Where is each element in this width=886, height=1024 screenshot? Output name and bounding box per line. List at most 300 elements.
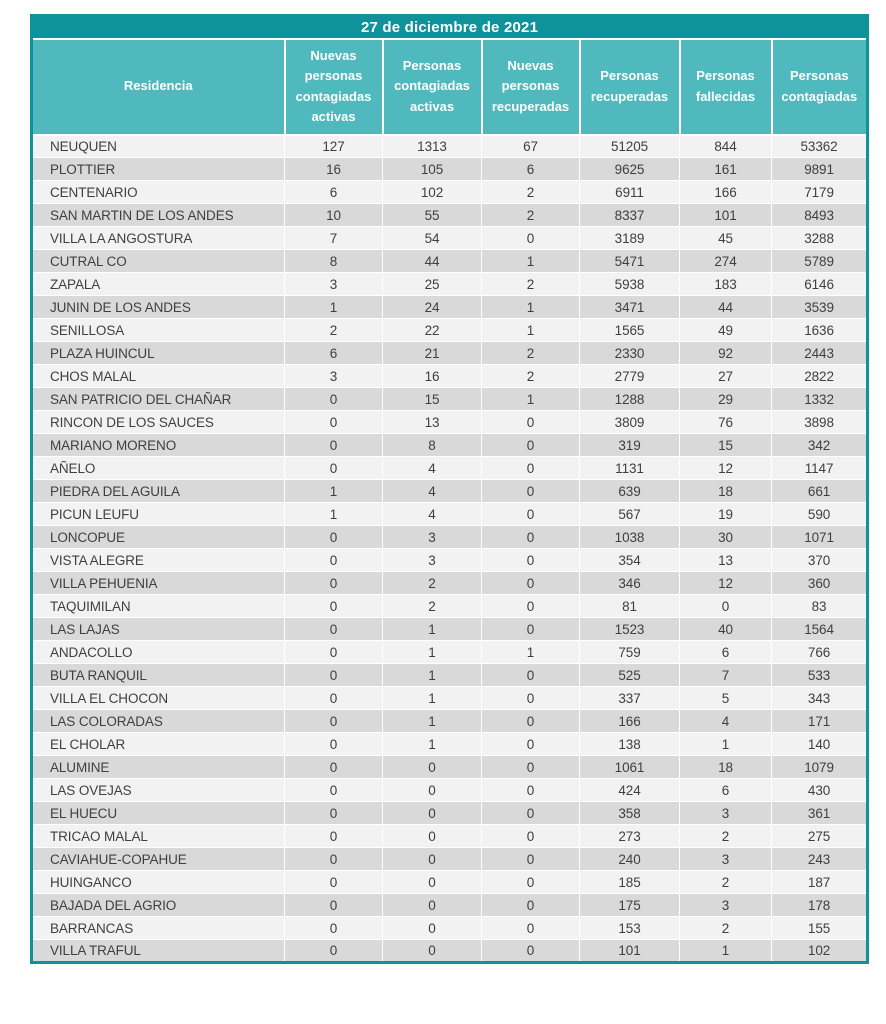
cell-value: 1 [482,641,580,664]
cell-value: 2 [680,917,772,940]
cell-value: 273 [580,825,680,848]
cell-value: 0 [482,480,580,503]
cell-value: 1 [383,687,482,710]
cell-value: 0 [285,848,383,871]
table-row [32,825,868,848]
cell-residencia: VILLA PEHUENIA [32,572,285,595]
cell-value: 0 [482,503,580,526]
column-header-2: Personas contagiadas activas [383,39,482,135]
cell-value: 19 [680,503,772,526]
cell-value: 0 [383,917,482,940]
cell-value: 178 [772,894,868,917]
cell-residencia: EL HUECU [32,802,285,825]
cell-residencia: VILLA TRAFUL [32,940,285,963]
cell-value: 639 [580,480,680,503]
table-row [32,296,868,319]
cell-value: 0 [285,434,383,457]
cell-value: 0 [482,457,580,480]
cell-value: 1071 [772,526,868,549]
cell-value: 105 [383,158,482,181]
table-row [32,664,868,687]
cell-value: 40 [680,618,772,641]
cell-value: 0 [285,457,383,480]
cell-value: 166 [580,710,680,733]
cell-residencia: CUTRAL CO [32,250,285,273]
cell-value: 2 [680,825,772,848]
cell-value: 1 [383,710,482,733]
cell-value: 55 [383,204,482,227]
cell-value: 0 [482,710,580,733]
cell-value: 343 [772,687,868,710]
cell-value: 1038 [580,526,680,549]
table-row [32,388,868,411]
table-row [32,802,868,825]
cell-residencia: BARRANCAS [32,917,285,940]
cell-value: 0 [482,733,580,756]
cell-value: 3809 [580,411,680,434]
table-row [32,940,868,963]
cell-value: 51205 [580,135,680,158]
cell-value: 0 [482,848,580,871]
cell-value: 0 [383,940,482,963]
cell-value: 0 [383,825,482,848]
cell-value: 240 [580,848,680,871]
cell-residencia: BAJADA DEL AGRIO [32,894,285,917]
cell-value: 2 [482,204,580,227]
cell-value: 0 [482,595,580,618]
table-head [32,16,868,135]
cell-residencia: LONCOPUE [32,526,285,549]
table-row [32,871,868,894]
table-row [32,480,868,503]
cell-value: 361 [772,802,868,825]
cell-value: 430 [772,779,868,802]
cell-value: 9891 [772,158,868,181]
table-row [32,848,868,871]
cell-value: 1079 [772,756,868,779]
cell-value: 2 [482,181,580,204]
table-row [32,457,868,480]
cell-value: 24 [383,296,482,319]
cell-value: 8 [285,250,383,273]
cell-value: 16 [383,365,482,388]
cell-value: 0 [383,871,482,894]
cell-value: 2 [383,572,482,595]
cell-residencia: PLAZA HUINCUL [32,342,285,365]
cell-value: 1 [383,664,482,687]
table-row [32,250,868,273]
cell-residencia: PLOTTIER [32,158,285,181]
cell-value: 1131 [580,457,680,480]
column-header-1: Nuevas personas contagiadas activas [285,39,383,135]
cell-value: 161 [680,158,772,181]
cell-value: 274 [680,250,772,273]
cell-value: 0 [482,940,580,963]
header-row [32,39,868,135]
cell-value: 0 [383,894,482,917]
cell-value: 7 [285,227,383,250]
cell-value: 0 [285,388,383,411]
cell-value: 0 [482,779,580,802]
cell-value: 2 [482,365,580,388]
cell-value: 0 [285,917,383,940]
cell-value: 2779 [580,365,680,388]
cell-residencia: EL CHOLAR [32,733,285,756]
cell-value: 10 [285,204,383,227]
cell-value: 0 [383,756,482,779]
cell-value: 6911 [580,181,680,204]
table-row [32,365,868,388]
cell-value: 8 [383,434,482,457]
cell-value: 1313 [383,135,482,158]
table-row [32,572,868,595]
cell-value: 2 [285,319,383,342]
cell-value: 1 [285,503,383,526]
cell-value: 1061 [580,756,680,779]
table-row [32,204,868,227]
cell-residencia: TRICAO MALAL [32,825,285,848]
cell-value: 766 [772,641,868,664]
cell-value: 0 [680,595,772,618]
cell-value: 0 [482,411,580,434]
cell-value: 3 [680,802,772,825]
cell-value: 1288 [580,388,680,411]
cell-value: 1 [383,733,482,756]
cell-value: 45 [680,227,772,250]
cell-value: 49 [680,319,772,342]
column-header-4: Personas recuperadas [580,39,680,135]
cell-value: 29 [680,388,772,411]
table-row [32,227,868,250]
cell-value: 567 [580,503,680,526]
cell-value: 44 [680,296,772,319]
cell-value: 6 [285,181,383,204]
cell-value: 2 [680,871,772,894]
cell-value: 3 [680,894,772,917]
table-row [32,917,868,940]
cell-value: 102 [383,181,482,204]
table-row [32,710,868,733]
cell-value: 424 [580,779,680,802]
cell-value: 0 [482,756,580,779]
cell-value: 661 [772,480,868,503]
cell-value: 187 [772,871,868,894]
cell-value: 67 [482,135,580,158]
table-row [32,135,868,158]
table-row [32,411,868,434]
cell-residencia: SAN PATRICIO DEL CHAÑAR [32,388,285,411]
cell-value: 3189 [580,227,680,250]
table-row [32,641,868,664]
cell-value: 0 [482,825,580,848]
cell-value: 1147 [772,457,868,480]
cell-value: 3 [383,526,482,549]
covid-table [30,14,869,964]
cell-value: 15 [680,434,772,457]
cell-value: 2330 [580,342,680,365]
cell-value: 0 [285,664,383,687]
table-row [32,733,868,756]
cell-value: 3 [383,549,482,572]
cell-residencia: BUTA RANQUIL [32,664,285,687]
cell-value: 0 [285,572,383,595]
cell-residencia: VILLA EL CHOCON [32,687,285,710]
table-row [32,779,868,802]
cell-value: 0 [482,549,580,572]
cell-value: 0 [482,894,580,917]
cell-value: 83 [772,595,868,618]
cell-value: 2 [482,342,580,365]
cell-value: 21 [383,342,482,365]
cell-value: 3471 [580,296,680,319]
cell-value: 16 [285,158,383,181]
cell-value: 6146 [772,273,868,296]
cell-value: 183 [680,273,772,296]
cell-value: 2443 [772,342,868,365]
cell-value: 1 [285,480,383,503]
cell-value: 370 [772,549,868,572]
table-title: 27 de diciembre de 2021 [32,16,868,39]
cell-value: 5789 [772,250,868,273]
cell-value: 0 [482,572,580,595]
cell-value: 360 [772,572,868,595]
cell-value: 354 [580,549,680,572]
cell-residencia: LAS OVEJAS [32,779,285,802]
cell-value: 7 [680,664,772,687]
cell-value: 0 [285,940,383,963]
cell-value: 0 [285,641,383,664]
cell-residencia: CAVIAHUE-COPAHUE [32,848,285,871]
cell-value: 0 [285,687,383,710]
cell-value: 2 [383,595,482,618]
cell-residencia: JUNIN DE LOS ANDES [32,296,285,319]
cell-value: 0 [285,825,383,848]
cell-residencia: NEUQUEN [32,135,285,158]
cell-residencia: VISTA ALEGRE [32,549,285,572]
cell-value: 9625 [580,158,680,181]
table-row [32,342,868,365]
cell-value: 533 [772,664,868,687]
cell-value: 0 [383,848,482,871]
cell-value: 18 [680,756,772,779]
cell-residencia: CENTENARIO [32,181,285,204]
cell-residencia: LAS COLORADAS [32,710,285,733]
cell-value: 25 [383,273,482,296]
cell-value: 30 [680,526,772,549]
cell-value: 1332 [772,388,868,411]
cell-value: 1 [285,296,383,319]
cell-value: 0 [482,526,580,549]
cell-value: 1565 [580,319,680,342]
table-body [32,135,868,963]
cell-value: 0 [285,526,383,549]
cell-residencia: AÑELO [32,457,285,480]
cell-value: 5471 [580,250,680,273]
cell-value: 3288 [772,227,868,250]
cell-value: 12 [680,457,772,480]
table-row [32,549,868,572]
cell-value: 185 [580,871,680,894]
cell-value: 138 [580,733,680,756]
cell-value: 0 [482,802,580,825]
cell-value: 2 [482,273,580,296]
cell-residencia: ALUMINE [32,756,285,779]
cell-value: 153 [580,917,680,940]
cell-value: 0 [285,595,383,618]
cell-residencia: CHOS MALAL [32,365,285,388]
cell-value: 12 [680,572,772,595]
cell-value: 1 [482,319,580,342]
cell-value: 0 [482,434,580,457]
cell-value: 0 [482,227,580,250]
cell-value: 54 [383,227,482,250]
cell-value: 0 [285,756,383,779]
cell-value: 127 [285,135,383,158]
cell-value: 4 [383,457,482,480]
cell-value: 6 [285,342,383,365]
cell-value: 0 [285,802,383,825]
cell-value: 0 [383,779,482,802]
cell-value: 0 [285,618,383,641]
cell-value: 4 [680,710,772,733]
cell-value: 44 [383,250,482,273]
cell-value: 5 [680,687,772,710]
cell-value: 15 [383,388,482,411]
cell-value: 13 [383,411,482,434]
cell-value: 0 [285,779,383,802]
cell-value: 6 [482,158,580,181]
cell-value: 1 [383,641,482,664]
cell-value: 3898 [772,411,868,434]
cell-value: 1 [680,940,772,963]
cell-value: 8337 [580,204,680,227]
table-row [32,158,868,181]
cell-value: 0 [482,917,580,940]
cell-value: 342 [772,434,868,457]
cell-value: 0 [482,871,580,894]
table-row [32,756,868,779]
cell-residencia: MARIANO MORENO [32,434,285,457]
cell-value: 101 [580,940,680,963]
cell-value: 0 [482,687,580,710]
cell-value: 525 [580,664,680,687]
cell-residencia: VILLA LA ANGOSTURA [32,227,285,250]
cell-value: 4 [383,480,482,503]
cell-value: 275 [772,825,868,848]
cell-value: 3539 [772,296,868,319]
cell-residencia: PIEDRA DEL AGUILA [32,480,285,503]
table-row [32,319,868,342]
cell-residencia: SAN MARTIN DE LOS ANDES [32,204,285,227]
cell-value: 1 [482,296,580,319]
cell-value: 5938 [580,273,680,296]
cell-value: 1636 [772,319,868,342]
cell-value: 7179 [772,181,868,204]
cell-value: 1 [482,250,580,273]
cell-value: 81 [580,595,680,618]
cell-value: 0 [482,618,580,641]
cell-value: 1523 [580,618,680,641]
cell-value: 0 [285,733,383,756]
cell-residencia: SENILLOSA [32,319,285,342]
cell-value: 27 [680,365,772,388]
cell-value: 337 [580,687,680,710]
column-header-6: Personas contagiadas [772,39,868,135]
table-row [32,526,868,549]
table-row [32,618,868,641]
cell-value: 0 [383,802,482,825]
cell-value: 319 [580,434,680,457]
cell-residencia: LAS LAJAS [32,618,285,641]
cell-value: 6 [680,641,772,664]
cell-value: 18 [680,480,772,503]
table-row [32,687,868,710]
cell-value: 53362 [772,135,868,158]
cell-value: 1 [680,733,772,756]
cell-value: 2822 [772,365,868,388]
cell-residencia: TAQUIMILAN [32,595,285,618]
cell-value: 1 [383,618,482,641]
cell-value: 166 [680,181,772,204]
cell-value: 92 [680,342,772,365]
table-row [32,595,868,618]
covid-report [30,14,866,964]
column-header-3: Nuevas personas recuperadas [482,39,580,135]
cell-value: 0 [285,710,383,733]
cell-value: 8493 [772,204,868,227]
cell-value: 102 [772,940,868,963]
cell-value: 3 [285,365,383,388]
cell-value: 101 [680,204,772,227]
cell-value: 3 [680,848,772,871]
cell-value: 1 [482,388,580,411]
title-row [32,16,868,39]
cell-residencia: ANDACOLLO [32,641,285,664]
cell-value: 759 [580,641,680,664]
cell-value: 243 [772,848,868,871]
column-header-5: Personas fallecidas [680,39,772,135]
cell-value: 590 [772,503,868,526]
cell-value: 0 [285,871,383,894]
cell-value: 13 [680,549,772,572]
cell-value: 22 [383,319,482,342]
table-row [32,894,868,917]
cell-value: 0 [285,411,383,434]
table-row [32,181,868,204]
cell-value: 1564 [772,618,868,641]
cell-value: 346 [580,572,680,595]
column-header-0: Residencia [32,39,285,135]
table-row [32,434,868,457]
cell-residencia: ZAPALA [32,273,285,296]
cell-value: 0 [285,894,383,917]
cell-value: 4 [383,503,482,526]
cell-residencia: PICUN LEUFU [32,503,285,526]
cell-value: 0 [285,549,383,572]
cell-residencia: RINCON DE LOS SAUCES [32,411,285,434]
cell-value: 3 [285,273,383,296]
cell-value: 6 [680,779,772,802]
table-row [32,273,868,296]
cell-value: 155 [772,917,868,940]
cell-value: 358 [580,802,680,825]
cell-residencia: HUINGANCO [32,871,285,894]
cell-value: 0 [482,664,580,687]
cell-value: 844 [680,135,772,158]
cell-value: 140 [772,733,868,756]
table-row [32,503,868,526]
cell-value: 76 [680,411,772,434]
